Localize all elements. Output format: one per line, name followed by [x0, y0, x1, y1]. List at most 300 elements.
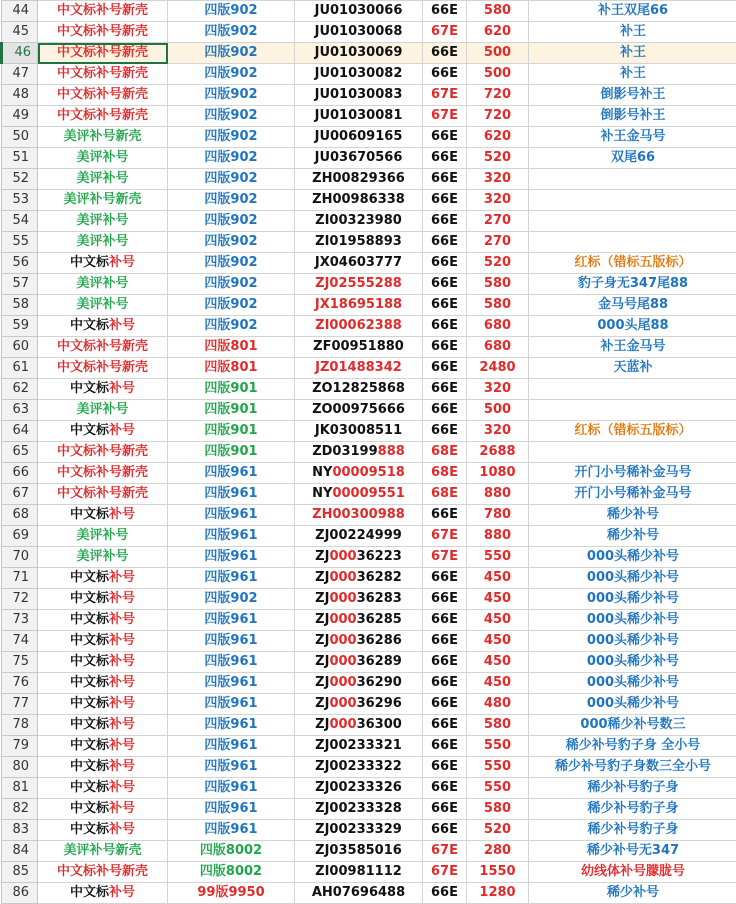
row-header[interactable]: 60: [2, 337, 38, 358]
cell-category[interactable]: [38, 421, 168, 442]
cell-grade[interactable]: [423, 400, 467, 421]
cell-serial[interactable]: [295, 631, 423, 652]
table-row[interactable]: [2, 799, 736, 820]
cell-note[interactable]: [529, 610, 736, 631]
cell-serial[interactable]: [295, 526, 423, 547]
cell-grade[interactable]: [423, 379, 467, 400]
table-row[interactable]: [2, 295, 736, 316]
cell-serial[interactable]: [295, 442, 423, 463]
cell-category[interactable]: [38, 400, 168, 421]
cell-price[interactable]: 480: [467, 694, 529, 715]
cell-price[interactable]: 620: [467, 127, 529, 148]
cell-edition[interactable]: [168, 232, 295, 253]
cell-grade[interactable]: [423, 148, 467, 169]
cell-category[interactable]: [38, 274, 168, 295]
cell-price[interactable]: 2688: [467, 442, 529, 463]
cell-note[interactable]: [529, 64, 736, 85]
cell-note[interactable]: [529, 568, 736, 589]
cell-category[interactable]: [38, 484, 168, 505]
cell-serial[interactable]: [295, 757, 423, 778]
cell-grade[interactable]: [423, 64, 467, 85]
cell-grade[interactable]: [423, 673, 467, 694]
cell-price[interactable]: 450: [467, 673, 529, 694]
cell-category[interactable]: [38, 64, 168, 85]
cell-category[interactable]: [38, 715, 168, 736]
cell-grade[interactable]: [423, 694, 467, 715]
row-header[interactable]: 85: [2, 862, 38, 883]
cell-grade[interactable]: [423, 127, 467, 148]
cell-edition[interactable]: [168, 610, 295, 631]
table-row[interactable]: [2, 841, 736, 862]
table-row[interactable]: [2, 148, 736, 169]
cell-note[interactable]: [529, 400, 736, 421]
cell-grade[interactable]: [423, 337, 467, 358]
cell-edition[interactable]: [168, 64, 295, 85]
table-row[interactable]: [2, 463, 736, 484]
cell-edition[interactable]: [168, 862, 295, 883]
cell-grade[interactable]: [423, 652, 467, 673]
row-header[interactable]: 69: [2, 526, 38, 547]
row-header[interactable]: 67: [2, 484, 38, 505]
cell-serial[interactable]: [295, 505, 423, 526]
cell-note[interactable]: [529, 43, 736, 64]
cell-note[interactable]: [529, 799, 736, 820]
cell-grade[interactable]: [423, 631, 467, 652]
row-header[interactable]: 71: [2, 568, 38, 589]
row-header[interactable]: 80: [2, 757, 38, 778]
cell-serial[interactable]: [295, 127, 423, 148]
cell-serial[interactable]: [295, 778, 423, 799]
cell-edition[interactable]: [168, 757, 295, 778]
cell-price[interactable]: 720: [467, 85, 529, 106]
cell-price[interactable]: 1080: [467, 463, 529, 484]
cell-serial[interactable]: [295, 379, 423, 400]
table-row[interactable]: [2, 22, 736, 43]
cell-grade[interactable]: [423, 547, 467, 568]
row-header[interactable]: 53: [2, 190, 38, 211]
row-header[interactable]: 62: [2, 379, 38, 400]
cell-category[interactable]: [38, 736, 168, 757]
cell-price[interactable]: 550: [467, 547, 529, 568]
cell-category[interactable]: [38, 820, 168, 841]
cell-edition[interactable]: [168, 442, 295, 463]
cell-edition[interactable]: [168, 715, 295, 736]
cell-serial[interactable]: [295, 673, 423, 694]
row-header[interactable]: 77: [2, 694, 38, 715]
cell-note[interactable]: [529, 253, 736, 274]
cell-edition[interactable]: [168, 1, 295, 22]
cell-price[interactable]: 620: [467, 22, 529, 43]
cell-price[interactable]: 1550: [467, 862, 529, 883]
table-row[interactable]: [2, 85, 736, 106]
table-row[interactable]: [2, 736, 736, 757]
cell-category[interactable]: [38, 43, 168, 64]
cell-price[interactable]: 720: [467, 106, 529, 127]
row-header[interactable]: 84: [2, 841, 38, 862]
table-row[interactable]: [2, 673, 736, 694]
cell-price[interactable]: 550: [467, 778, 529, 799]
cell-edition[interactable]: [168, 169, 295, 190]
cell-edition[interactable]: [168, 568, 295, 589]
table-row[interactable]: [2, 421, 736, 442]
cell-category[interactable]: [38, 22, 168, 43]
row-header[interactable]: 75: [2, 652, 38, 673]
cell-edition[interactable]: [168, 778, 295, 799]
cell-note[interactable]: [529, 295, 736, 316]
table-row[interactable]: [2, 43, 736, 64]
cell-note[interactable]: [529, 778, 736, 799]
cell-grade[interactable]: [423, 253, 467, 274]
cell-grade[interactable]: [423, 274, 467, 295]
row-header[interactable]: 51: [2, 148, 38, 169]
cell-grade[interactable]: [423, 862, 467, 883]
cell-grade[interactable]: [423, 610, 467, 631]
cell-serial[interactable]: [295, 211, 423, 232]
cell-price[interactable]: 580: [467, 715, 529, 736]
row-header[interactable]: 44: [2, 1, 38, 22]
table-row[interactable]: [2, 337, 736, 358]
table-row[interactable]: [2, 610, 736, 631]
cell-grade[interactable]: [423, 589, 467, 610]
table-row[interactable]: [2, 778, 736, 799]
cell-grade[interactable]: [423, 526, 467, 547]
cell-serial[interactable]: [295, 64, 423, 85]
cell-serial[interactable]: [295, 694, 423, 715]
cell-edition[interactable]: [168, 652, 295, 673]
cell-category[interactable]: [38, 316, 168, 337]
row-header[interactable]: 61: [2, 358, 38, 379]
cell-category[interactable]: [38, 169, 168, 190]
cell-grade[interactable]: [423, 43, 467, 64]
cell-category[interactable]: [38, 295, 168, 316]
cell-edition[interactable]: [168, 253, 295, 274]
cell-grade[interactable]: [423, 421, 467, 442]
cell-price[interactable]: 450: [467, 631, 529, 652]
cell-price[interactable]: 320: [467, 169, 529, 190]
cell-serial[interactable]: [295, 610, 423, 631]
cell-category[interactable]: [38, 862, 168, 883]
row-header[interactable]: 74: [2, 631, 38, 652]
cell-category[interactable]: [38, 211, 168, 232]
cell-edition[interactable]: [168, 547, 295, 568]
cell-grade[interactable]: [423, 568, 467, 589]
cell-note[interactable]: [529, 526, 736, 547]
cell-category[interactable]: [38, 1, 168, 22]
cell-serial[interactable]: [295, 715, 423, 736]
table-row[interactable]: [2, 379, 736, 400]
cell-serial[interactable]: [295, 484, 423, 505]
cell-note[interactable]: [529, 862, 736, 883]
cell-note[interactable]: [529, 442, 736, 463]
cell-note[interactable]: [529, 190, 736, 211]
cell-grade[interactable]: [423, 799, 467, 820]
cell-note[interactable]: [529, 148, 736, 169]
row-header[interactable]: 63: [2, 400, 38, 421]
cell-serial[interactable]: [295, 841, 423, 862]
cell-category[interactable]: [38, 778, 168, 799]
cell-edition[interactable]: [168, 463, 295, 484]
table-row[interactable]: [2, 631, 736, 652]
cell-edition[interactable]: [168, 379, 295, 400]
cell-serial[interactable]: [295, 862, 423, 883]
table-row[interactable]: [2, 106, 736, 127]
cell-edition[interactable]: [168, 274, 295, 295]
cell-category[interactable]: [38, 673, 168, 694]
row-header[interactable]: 52: [2, 169, 38, 190]
cell-note[interactable]: [529, 547, 736, 568]
cell-edition[interactable]: [168, 841, 295, 862]
row-header[interactable]: 48: [2, 85, 38, 106]
cell-category[interactable]: [38, 442, 168, 463]
table-row[interactable]: [2, 694, 736, 715]
cell-category[interactable]: [38, 358, 168, 379]
cell-category[interactable]: [38, 841, 168, 862]
cell-serial[interactable]: [295, 190, 423, 211]
cell-serial[interactable]: [295, 169, 423, 190]
cell-category[interactable]: [38, 85, 168, 106]
cell-serial[interactable]: [295, 568, 423, 589]
cell-price[interactable]: 680: [467, 316, 529, 337]
row-header[interactable]: 47: [2, 64, 38, 85]
cell-price[interactable]: 1280: [467, 883, 529, 904]
table-row[interactable]: [2, 169, 736, 190]
cell-note[interactable]: [529, 274, 736, 295]
cell-edition[interactable]: [168, 190, 295, 211]
cell-edition[interactable]: [168, 484, 295, 505]
cell-serial[interactable]: [295, 253, 423, 274]
cell-grade[interactable]: [423, 232, 467, 253]
cell-grade[interactable]: [423, 778, 467, 799]
row-header[interactable]: 45: [2, 22, 38, 43]
cell-note[interactable]: [529, 484, 736, 505]
cell-category[interactable]: [38, 694, 168, 715]
cell-price[interactable]: 450: [467, 589, 529, 610]
row-header[interactable]: 78: [2, 715, 38, 736]
row-header[interactable]: 57: [2, 274, 38, 295]
table-row[interactable]: [2, 526, 736, 547]
cell-grade[interactable]: [423, 22, 467, 43]
cell-grade[interactable]: [423, 463, 467, 484]
table-row[interactable]: [2, 211, 736, 232]
cell-edition[interactable]: [168, 631, 295, 652]
cell-category[interactable]: [38, 799, 168, 820]
cell-serial[interactable]: [295, 316, 423, 337]
cell-edition[interactable]: [168, 589, 295, 610]
row-header[interactable]: 82: [2, 799, 38, 820]
cell-edition[interactable]: [168, 820, 295, 841]
cell-note[interactable]: [529, 673, 736, 694]
cell-note[interactable]: [529, 694, 736, 715]
cell-serial[interactable]: [295, 148, 423, 169]
cell-grade[interactable]: [423, 358, 467, 379]
cell-category[interactable]: [38, 757, 168, 778]
cell-note[interactable]: [529, 757, 736, 778]
cell-price[interactable]: 500: [467, 64, 529, 85]
cell-serial[interactable]: [295, 799, 423, 820]
row-header[interactable]: 65: [2, 442, 38, 463]
cell-category[interactable]: [38, 337, 168, 358]
cell-edition[interactable]: [168, 526, 295, 547]
table-row[interactable]: [2, 274, 736, 295]
table-row[interactable]: [2, 547, 736, 568]
cell-category[interactable]: [38, 505, 168, 526]
cell-price[interactable]: 280: [467, 841, 529, 862]
cell-price[interactable]: 320: [467, 190, 529, 211]
cell-serial[interactable]: [295, 883, 423, 904]
cell-grade[interactable]: [423, 316, 467, 337]
cell-note[interactable]: [529, 337, 736, 358]
table-row[interactable]: [2, 64, 736, 85]
cell-edition[interactable]: [168, 883, 295, 904]
cell-edition[interactable]: [168, 211, 295, 232]
cell-edition[interactable]: [168, 421, 295, 442]
row-header[interactable]: 68: [2, 505, 38, 526]
cell-edition[interactable]: [168, 400, 295, 421]
cell-category[interactable]: [38, 253, 168, 274]
table-row[interactable]: [2, 442, 736, 463]
cell-serial[interactable]: [295, 43, 423, 64]
row-header[interactable]: 55: [2, 232, 38, 253]
cell-grade[interactable]: [423, 106, 467, 127]
table-row[interactable]: [2, 757, 736, 778]
cell-note[interactable]: [529, 463, 736, 484]
cell-grade[interactable]: [423, 715, 467, 736]
cell-note[interactable]: [529, 883, 736, 904]
cell-edition[interactable]: [168, 358, 295, 379]
table-row[interactable]: [2, 820, 736, 841]
cell-note[interactable]: [529, 379, 736, 400]
cell-grade[interactable]: [423, 820, 467, 841]
cell-edition[interactable]: [168, 316, 295, 337]
cell-serial[interactable]: [295, 337, 423, 358]
cell-note[interactable]: [529, 85, 736, 106]
table-row[interactable]: [2, 862, 736, 883]
cell-category[interactable]: [38, 106, 168, 127]
table-row[interactable]: [2, 232, 736, 253]
cell-grade[interactable]: [423, 190, 467, 211]
row-header[interactable]: 46: [2, 43, 38, 64]
cell-grade[interactable]: [423, 757, 467, 778]
cell-serial[interactable]: [295, 736, 423, 757]
cell-edition[interactable]: [168, 85, 295, 106]
cell-category[interactable]: [38, 232, 168, 253]
cell-edition[interactable]: [168, 799, 295, 820]
cell-serial[interactable]: [295, 85, 423, 106]
table-row[interactable]: [2, 589, 736, 610]
cell-note[interactable]: [529, 631, 736, 652]
cell-edition[interactable]: [168, 295, 295, 316]
table-row[interactable]: [2, 484, 736, 505]
row-header[interactable]: 72: [2, 589, 38, 610]
table-row[interactable]: [2, 568, 736, 589]
cell-grade[interactable]: [423, 883, 467, 904]
cell-note[interactable]: [529, 841, 736, 862]
cell-category[interactable]: [38, 526, 168, 547]
cell-edition[interactable]: [168, 337, 295, 358]
cell-price[interactable]: 520: [467, 148, 529, 169]
table-row[interactable]: [2, 652, 736, 673]
cell-grade[interactable]: [423, 505, 467, 526]
cell-note[interactable]: [529, 652, 736, 673]
cell-price[interactable]: 780: [467, 505, 529, 526]
row-header[interactable]: 86: [2, 883, 38, 904]
cell-category[interactable]: [38, 379, 168, 400]
cell-category[interactable]: [38, 127, 168, 148]
cell-serial[interactable]: [295, 1, 423, 22]
cell-serial[interactable]: [295, 400, 423, 421]
cell-price[interactable]: 2480: [467, 358, 529, 379]
cell-price[interactable]: 580: [467, 1, 529, 22]
cell-note[interactable]: [529, 232, 736, 253]
cell-price[interactable]: 880: [467, 526, 529, 547]
cell-category[interactable]: [38, 148, 168, 169]
cell-price[interactable]: 500: [467, 43, 529, 64]
cell-category[interactable]: [38, 589, 168, 610]
cell-grade[interactable]: [423, 442, 467, 463]
table-row[interactable]: [2, 883, 736, 904]
cell-price[interactable]: 880: [467, 484, 529, 505]
row-header[interactable]: 83: [2, 820, 38, 841]
cell-edition[interactable]: [168, 43, 295, 64]
cell-grade[interactable]: [423, 295, 467, 316]
cell-edition[interactable]: [168, 148, 295, 169]
cell-note[interactable]: [529, 736, 736, 757]
cell-price[interactable]: 500: [467, 400, 529, 421]
cell-price[interactable]: 520: [467, 253, 529, 274]
cell-note[interactable]: [529, 316, 736, 337]
cell-note[interactable]: [529, 211, 736, 232]
table-row[interactable]: [2, 505, 736, 526]
cell-serial[interactable]: [295, 295, 423, 316]
table-row[interactable]: [2, 358, 736, 379]
cell-price[interactable]: 550: [467, 736, 529, 757]
row-header[interactable]: 54: [2, 211, 38, 232]
cell-note[interactable]: [529, 715, 736, 736]
row-header[interactable]: 73: [2, 610, 38, 631]
row-header[interactable]: 49: [2, 106, 38, 127]
row-header[interactable]: 81: [2, 778, 38, 799]
cell-note[interactable]: [529, 22, 736, 43]
table-row[interactable]: [2, 190, 736, 211]
cell-serial[interactable]: [295, 22, 423, 43]
cell-grade[interactable]: [423, 1, 467, 22]
cell-price[interactable]: 550: [467, 757, 529, 778]
cell-serial[interactable]: [295, 358, 423, 379]
cell-note[interactable]: [529, 1, 736, 22]
row-header[interactable]: 76: [2, 673, 38, 694]
cell-category[interactable]: [38, 610, 168, 631]
cell-grade[interactable]: [423, 736, 467, 757]
cell-price[interactable]: 270: [467, 211, 529, 232]
cell-serial[interactable]: [295, 589, 423, 610]
cell-category[interactable]: [38, 652, 168, 673]
row-header[interactable]: 64: [2, 421, 38, 442]
cell-price[interactable]: 270: [467, 232, 529, 253]
cell-edition[interactable]: [168, 673, 295, 694]
row-header[interactable]: 56: [2, 253, 38, 274]
cell-price[interactable]: 320: [467, 421, 529, 442]
cell-serial[interactable]: [295, 421, 423, 442]
row-header[interactable]: 66: [2, 463, 38, 484]
cell-price[interactable]: 320: [467, 379, 529, 400]
cell-serial[interactable]: [295, 106, 423, 127]
cell-price[interactable]: 580: [467, 295, 529, 316]
cell-edition[interactable]: [168, 106, 295, 127]
cell-note[interactable]: [529, 169, 736, 190]
cell-category[interactable]: [38, 190, 168, 211]
cell-serial[interactable]: [295, 652, 423, 673]
cell-note[interactable]: [529, 127, 736, 148]
